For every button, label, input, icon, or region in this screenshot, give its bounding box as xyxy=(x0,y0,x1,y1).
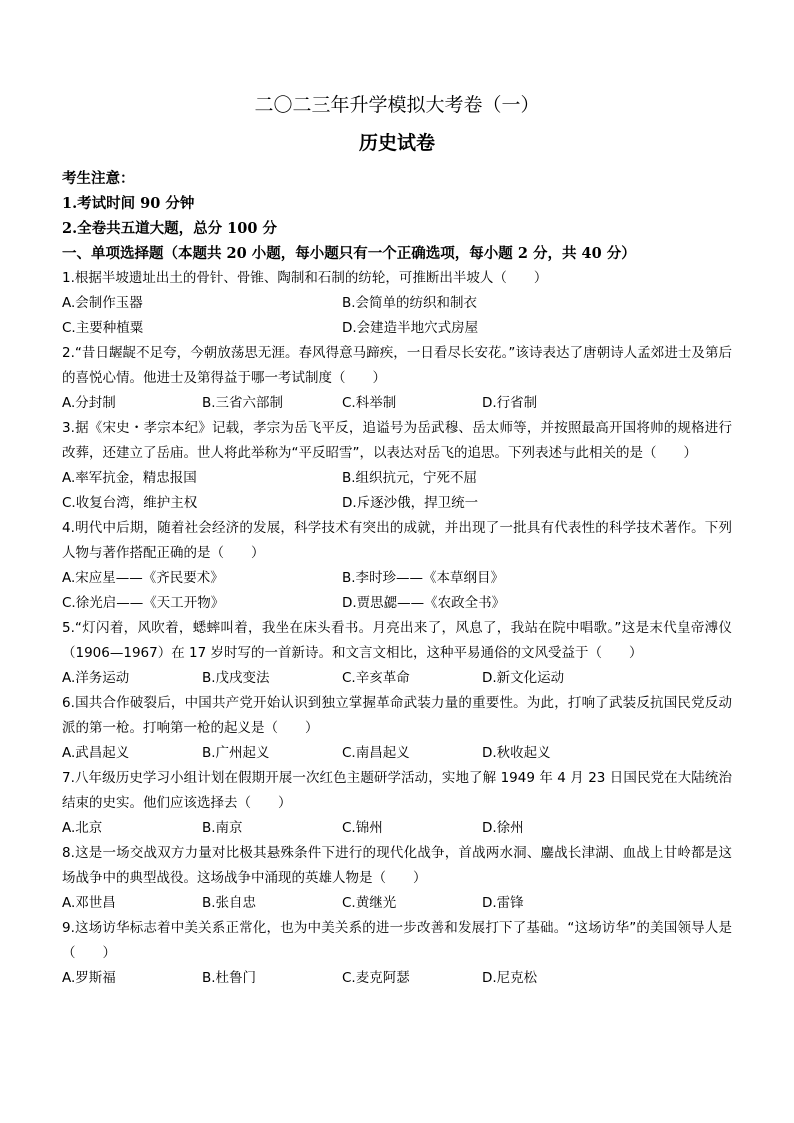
option-a: A.分封制 xyxy=(62,395,116,411)
question-text: 4.明代中后期，随着社会经济的发展，科学技术有突出的成就，并出现了一批具有代表性的科学技术著作。下列人物与著作搭配正确的是（ ） xyxy=(62,520,732,561)
question-text: 1.根据半坡遗址出土的骨针、骨锥、陶制和石制的纺轮，可推断出半坡人（ ） xyxy=(62,270,548,286)
option-c: C.收复台湾，维护主权 xyxy=(62,495,198,511)
option-d: D.会建造半地穴式房屋 xyxy=(342,320,479,336)
option-b: B.广州起义 xyxy=(202,745,270,761)
option-d: D.徐州 xyxy=(482,820,524,836)
option-d: D.行省制 xyxy=(482,395,538,411)
option-b: B.李时珍——《本草纲目》 xyxy=(342,570,505,586)
option-a: A.罗斯福 xyxy=(62,970,116,986)
question-text: 6.国共合作破裂后，中国共产党开始认识到独立掌握革命武装力量的重要性。为此，打响了武装反抗国民党反动派的第一枪。打响第一枪的起义是（ ） xyxy=(62,695,732,736)
notice-item: 2.全卷共五道大题，总分 100 分 xyxy=(62,220,277,237)
option-a: A.洋务运动 xyxy=(62,670,130,686)
question-text: 2.“昔日龌龊不足夸，今朝放荡思无涯。春风得意马蹄疾，一日看尽长安花。”该诗表达了唐朝诗人孟郊进士及第后的喜悦心情。他进士及第得益于哪一考试制度（ ） xyxy=(62,345,732,386)
question-text: 7.八年级历史学习小组计划在假期开展一次红色主题研学活动，实地了解 1949 年 4 月 23 日国民党在大陆统治结束的史实。他们应该选择去（ ） xyxy=(62,770,732,811)
question xyxy=(62,516,732,616)
exam-title: 二〇二三年升学模拟大考卷（一） xyxy=(254,94,540,116)
question xyxy=(62,691,732,766)
option-d: D.秋收起义 xyxy=(482,745,551,761)
option-a: A.邓世昌 xyxy=(62,895,116,911)
option-c: C.南昌起义 xyxy=(342,745,410,761)
question-text: 3.据《宋史・孝宗本纪》记载，孝宗为岳飞平反，追谥号为岳武穆、岳太师等，并按照最高开国将帅的规格进行改葬，还建立了岳庙。世人将此举称为“平反昭雪”，以表达对岳飞的追思。下列表述与此相关的是（ ） xyxy=(62,420,732,461)
option-row xyxy=(62,666,732,691)
notice-heading: 考生注意： xyxy=(62,170,135,187)
exam-subtitle: 历史试卷 xyxy=(358,132,435,154)
option-d: D.雷锋 xyxy=(482,895,524,911)
option-c: C.主要种植粟 xyxy=(62,320,144,336)
option-b: B.会简单的纺织和制衣 xyxy=(342,295,478,311)
option-c: C.锦州 xyxy=(342,820,383,836)
option-row xyxy=(62,891,732,916)
option-b: B.张自忠 xyxy=(202,895,257,911)
option-c: C.科举制 xyxy=(342,395,397,411)
option-a: A.宋应星——《齐民要术》 xyxy=(62,570,224,586)
option-d: D.新文化运动 xyxy=(482,670,565,686)
option-c: C.辛亥革命 xyxy=(342,670,410,686)
option-row xyxy=(62,741,732,766)
option-b: B.三省六部制 xyxy=(202,395,284,411)
notice-item: 1.考试时间 90 分钟 xyxy=(62,195,195,212)
question xyxy=(62,616,732,691)
option-row xyxy=(62,316,732,341)
question xyxy=(62,916,732,991)
exam-page xyxy=(62,92,732,991)
question xyxy=(62,766,732,841)
option-c: C.徐光启——《天工开物》 xyxy=(62,595,225,611)
option-row xyxy=(62,466,732,491)
question xyxy=(62,341,732,416)
option-d: D.尼克松 xyxy=(482,970,538,986)
question xyxy=(62,266,732,341)
option-c: C.麦克阿瑟 xyxy=(342,970,410,986)
question-text: 9.这场访华标志着中美关系正常化，也为中美关系的进一步改善和发展打下了基础。“这场访华”的美国领导人是（ ） xyxy=(62,920,732,961)
option-a: A.率军抗金，精忠报国 xyxy=(62,470,197,486)
question xyxy=(62,416,732,516)
question-text: 8.这是一场交战双方力量对比极其悬殊条件下进行的现代化战争，首战两水洞、鏖战长津湖、血战上甘岭都是这场战争中的典型战役。这场战争中涌现的英雄人物是（ ） xyxy=(62,845,732,886)
question-text: 5.“灯闪着，风吹着，蟋蟀叫着，我坐在床头看书。月亮出来了，风息了，我站在院中唱歌。”这是末代皇帝溥仪（1906—1967）在 17 岁时写的一首新诗。和文言文相比，这种平易通俗的文风受益于（ ） xyxy=(62,620,732,661)
notice-block xyxy=(62,166,732,241)
option-a: A.会制作玉器 xyxy=(62,295,143,311)
question xyxy=(62,841,732,916)
option-row xyxy=(62,566,732,591)
option-b: B.戊戌变法 xyxy=(202,670,270,686)
option-row xyxy=(62,291,732,316)
option-d: D.贾思勰——《农政全书》 xyxy=(342,595,506,611)
option-row xyxy=(62,966,732,991)
option-row xyxy=(62,491,732,516)
option-row xyxy=(62,816,732,841)
option-b: B.组织抗元，宁死不屈 xyxy=(342,470,478,486)
option-d: D.斥逐沙俄，捍卫统一 xyxy=(342,495,479,511)
option-b: B.南京 xyxy=(202,820,243,836)
option-b: B.杜鲁门 xyxy=(202,970,257,986)
option-a: A.武昌起义 xyxy=(62,745,130,761)
option-row xyxy=(62,591,732,616)
option-row xyxy=(62,391,732,416)
option-a: A.北京 xyxy=(62,820,103,836)
option-c: C.黄继光 xyxy=(342,895,397,911)
section-heading: 一、单项选择题（本题共 20 小题，每小题只有一个正确选项，每小题 2 分，共 40 分） xyxy=(62,245,636,262)
